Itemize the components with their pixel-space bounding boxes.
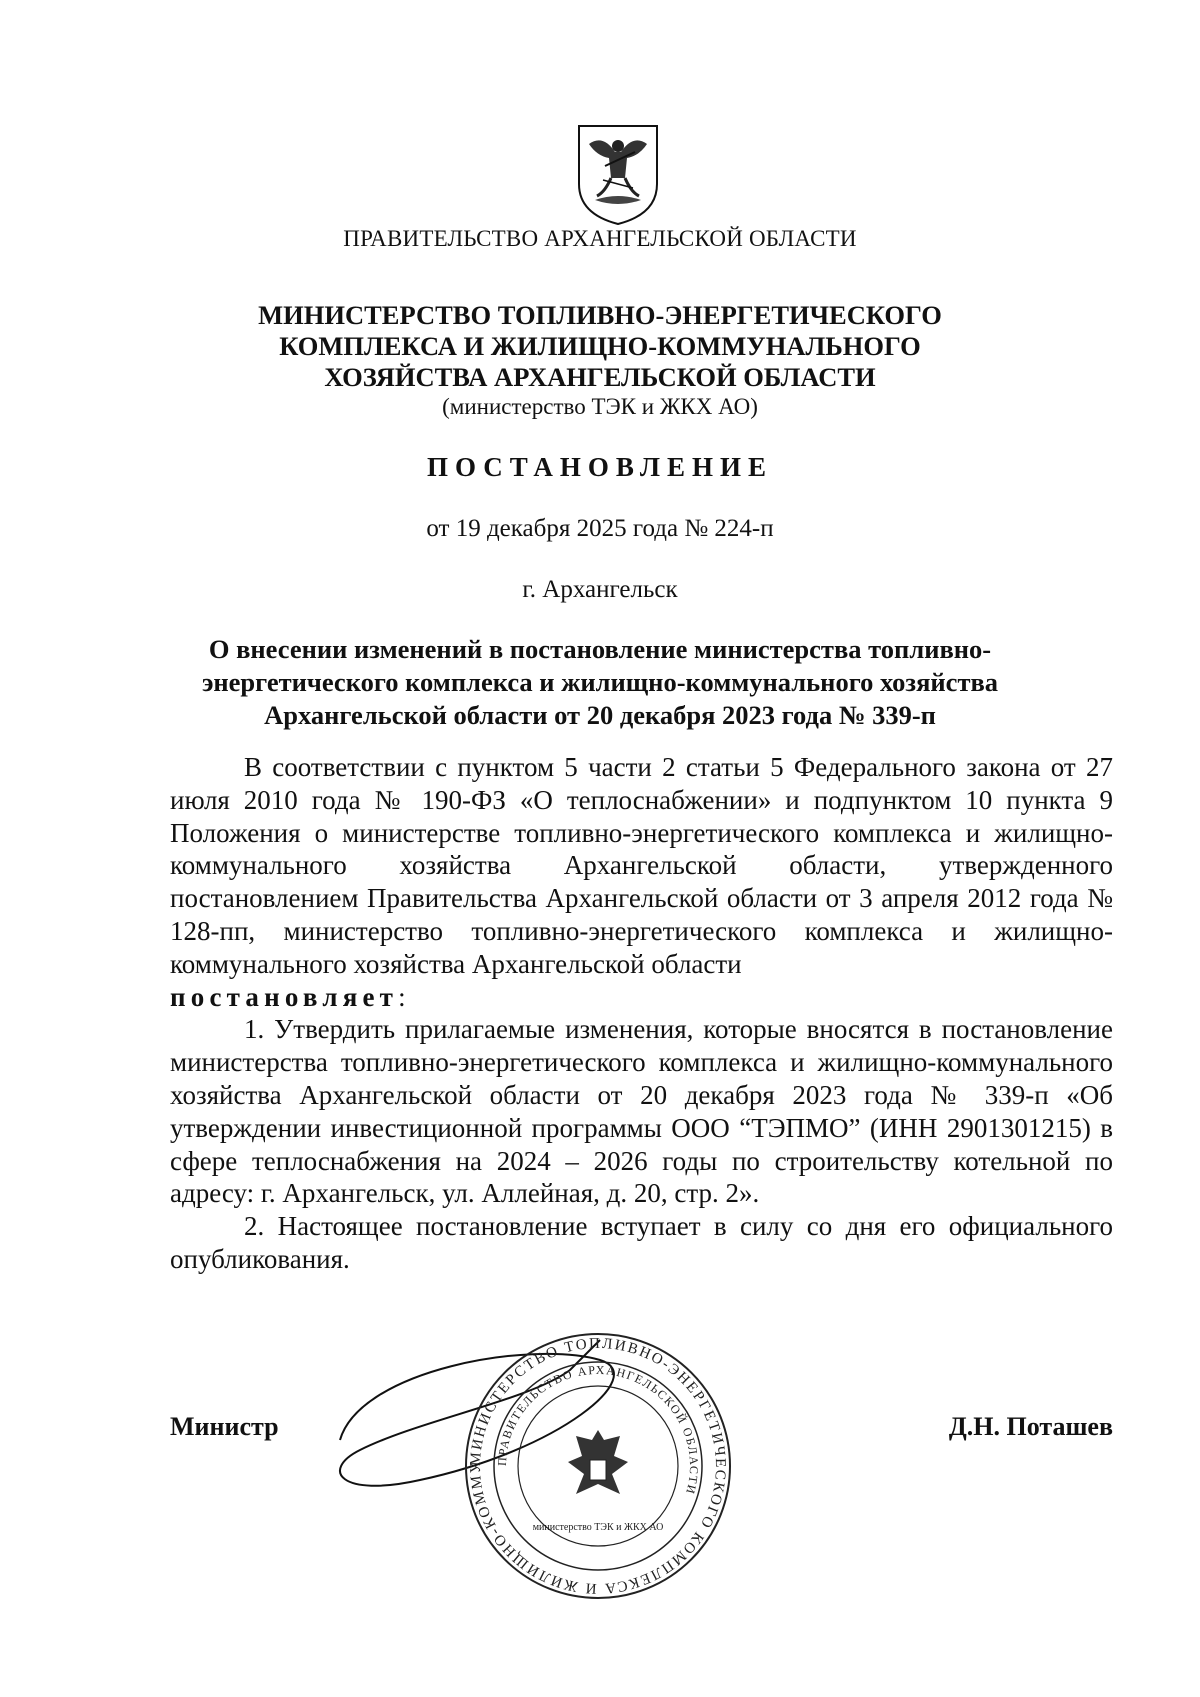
signatory-name: Д.Н. Поташев — [948, 1412, 1113, 1441]
government-name: ПРАВИТЕЛЬСТВО АРХАНГЕЛЬСКОЙ ОБЛАСТИ — [343, 226, 857, 251]
document-date-number: от 19 декабря 2025 года № 224-п — [426, 515, 774, 542]
ministry-line: КОМПЛЕКСА И ЖИЛИЩНО-КОММУНАЛЬНОГО — [279, 331, 921, 361]
document-type: ПОСТАНОВЛЕНИЕ — [426, 452, 774, 482]
document-body — [170, 751, 1113, 1276]
ministry-line: МИНИСТЕРСТВО ТОПЛИВНО-ЭНЕРГЕТИЧЕСКОГО — [258, 300, 942, 330]
document-city: г. Архангельск — [522, 576, 678, 603]
document-subject — [0, 633, 1200, 732]
preamble-paragraph: В соответствии с пунктом 5 части 2 статьи 5 Федерального закона от 27 июля 2010 года № 190-ФЗ «О теплоснабжении» и подпунктом 10 пункта 9 Положения о министерстве топливно-энергетического комплекса и жилищно-коммунального хозяйства Архангельской области, утвержденного постановлением Правительства Архангельской области от 3 апреля 2012 года № 128-пп, министерство топливно-энергетического комплекса и жилищно-коммунального хозяйства Архангельской области — [170, 752, 1113, 979]
item-2-paragraph: 2. Настоящее постановление вступает в силу со дня его официального опубликования. — [170, 1211, 1113, 1274]
subject-line: энергетического комплекса и жилищно-коммунального хозяйства — [201, 667, 999, 697]
resolves-colon: : — [398, 981, 406, 1012]
resolves-word: постановляет — [170, 981, 399, 1012]
seal-inner-text: ПРАВИТЕЛЬСТВО АРХАНГЕЛЬСКОЙ ОБЛАСТИ — [494, 1362, 702, 1497]
ministry-name — [0, 300, 1200, 393]
subject-line: О внесении изменений в постановление министерства топливно- — [208, 634, 992, 664]
signatory-position: Министр — [170, 1412, 279, 1441]
seal-outer-text: МИНИСТЕРСТВО ТОПЛИВНО-ЭНЕРГЕТИЧЕСКОГО КОМПЛЕКСА И ЖИЛИЩНО-КОММУ — [467, 1335, 729, 1597]
ministry-line: ХОЗЯЙСТВА АРХАНГЕЛЬСКОЙ ОБЛАСТИ — [324, 362, 876, 392]
seal-center-text: министерство ТЭК и ЖКХ АО — [532, 1522, 664, 1533]
official-seal-icon — [462, 1330, 734, 1602]
resolves-line — [170, 981, 1113, 1014]
coat-of-arms-icon — [575, 122, 661, 228]
subject-line: Архангельской области от 20 декабря 2023 года № 339-п — [264, 700, 936, 730]
ministry-abbreviation: (министерство ТЭК и ЖКХ АО) — [442, 394, 758, 419]
item-1-paragraph: 1. Утвердить прилагаемые изменения, которые вносятся в постановление министерства топливно-энергетического комплекса и жилищно-коммунального хозяйства Архангельской области от 20 декабря 2023 года № 339-п «Об утверждении инвестиционной программы ООО “ТЭПМО” (ИНН 2901301215) в сфере теплоснабжения на 2024 – 2026 годы по строительству котельной по адресу: г. Архангельск, ул. Аллейная, д. 20, стр. 2». — [170, 1014, 1113, 1209]
